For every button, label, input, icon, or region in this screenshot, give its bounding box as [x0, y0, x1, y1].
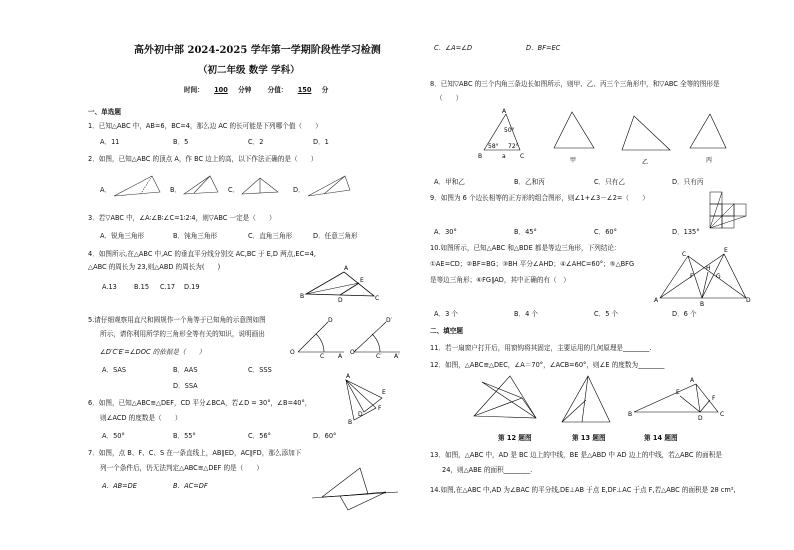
- q3-option-d: D．任意三角形: [313, 232, 358, 240]
- q4-label-d: D: [338, 297, 343, 304]
- q4-label-b: B: [300, 293, 305, 300]
- q5-option-c: C．SSS: [248, 366, 272, 374]
- q10-label-f: F: [690, 273, 694, 280]
- q5-option-d: D．SSA: [173, 382, 198, 390]
- exam-title: 高外初中部 2024-2025 学年第一学期阶段性学习检测: [134, 45, 381, 56]
- time-label: 时间：: [184, 86, 204, 94]
- q8-caption-jia: 甲: [570, 157, 577, 164]
- q10-label-c: C: [682, 251, 687, 258]
- question-5-line1: 5.请仔细观察用直尺和圆规作一个角等于已知角的示意图如图: [88, 316, 266, 324]
- time-unit: 分钟: [238, 86, 252, 94]
- question-8-line2: （ ）: [436, 94, 463, 102]
- question-6-line1: 6．如图，已知△ABC≌△DEF，CD 平分∠BCA，若∠D = 30°，∠B=40°，: [88, 399, 312, 407]
- question-5-line2: 所示，请你利用所学的三角形全等有关的知识，说明画出: [100, 330, 265, 338]
- question-6-line2: 则∠ACD 的度数是（ ）: [100, 414, 182, 422]
- fig-caption-13: 第 13 题图: [572, 434, 606, 442]
- q8-label-50: 50°: [504, 127, 515, 134]
- exam-time-score: [184, 86, 328, 95]
- q10-option-c: C．5 个: [594, 310, 619, 318]
- q10-figure: [654, 247, 752, 308]
- question-7-line2: 列一个条件后，仍无法判定△ABC≌△DEF 的是（ ）: [100, 464, 264, 472]
- q9-option-b: B．45°: [514, 228, 537, 236]
- q9-figure: [708, 190, 748, 230]
- q6-label-f: F: [378, 405, 382, 412]
- q5-label-a: A: [338, 353, 343, 360]
- question-4-line1: 4．如图所示,在△ABC 中,AC 的垂直平分线分别交 AC,BC 于 E,D 两点,EC=4,: [88, 250, 316, 258]
- q2-option-b: B．: [170, 186, 182, 194]
- section-single-choice: 一、单选题: [88, 108, 121, 116]
- q14-label-d: D: [698, 415, 703, 422]
- question-8-line1: 8．已知▽ABC 的三个内角三条边长如图所示，则甲、乙、丙三个三角形中，和▽ABC 全等的图形是: [430, 80, 720, 88]
- question-13-line2: 24，则△ABE 的面积________.: [442, 466, 533, 474]
- q14-label-e: E: [676, 389, 680, 396]
- score-value: 150: [297, 86, 312, 94]
- q12-14-figures: [470, 372, 760, 432]
- q2-option-a: A．: [100, 186, 112, 194]
- q4-option-b: B.15: [134, 283, 150, 291]
- score-label: 分值：: [267, 86, 288, 94]
- q10-label-d: D: [746, 297, 751, 304]
- question-10-line3: 是等边三角形；⑥FG∥AD，其中正确的有（ ）: [430, 276, 570, 284]
- q5-label-c: C: [320, 353, 325, 360]
- left-column: [88, 0, 406, 550]
- q5-label-o: O: [290, 349, 295, 356]
- q4-label-e: E: [360, 277, 364, 284]
- q5-label-a2: A′: [394, 353, 400, 360]
- q8-option-c: C．只有乙: [594, 178, 625, 186]
- q9-option-a: A．30°: [434, 228, 457, 236]
- q3-option-b: B．钝角三角形: [173, 232, 218, 240]
- q5-label-d2: D′: [386, 317, 392, 324]
- question-7-line1: 7．如图，点 B、F、C、S 在一条直线上，AB∥ED，AC∥FD，那么添加下: [88, 449, 302, 457]
- q6-label-a: A: [346, 373, 351, 380]
- q6-option-d: D．60°: [313, 432, 337, 440]
- q9-option-c: C．60°: [594, 228, 617, 236]
- q10-label-b: B: [700, 301, 705, 308]
- q5-label-d: D: [328, 317, 333, 324]
- q4-option-d: D.19: [184, 283, 200, 291]
- section-fill-blank: 二、填空题: [430, 327, 463, 335]
- question-10-line1: 10.如图所示，已知△ABC 和△BDE 都是等边三角形，下列结论：: [430, 244, 621, 252]
- q8-figures: [476, 110, 756, 170]
- q5-figure: [290, 317, 404, 360]
- question-1: 1．已知△ABC 中，AB=6，BC=4，那么边 AC 的长可能是下列哪个值（ ）: [88, 122, 322, 130]
- q6-option-c: C．56°: [248, 432, 271, 440]
- right-column: [430, 0, 770, 550]
- q14-label-f: F: [712, 395, 716, 402]
- score-unit: 分: [321, 86, 329, 94]
- q6-label-e: E: [382, 389, 386, 396]
- q3-option-a: A．锐角三角形: [100, 232, 145, 240]
- q6-option-b: B．55°: [173, 432, 196, 440]
- question-9: 9．如图为 6 个边长相等的正方形的组合图形，则∠1+∠3－∠2=（ ）: [430, 194, 649, 202]
- q10-label-h: H: [706, 265, 711, 272]
- question-4-line2: △ABC 的周长为 23,则△ABD 的周长为( ): [88, 263, 221, 271]
- q5-option-b: B．AAS: [173, 366, 198, 374]
- q5-label-o2: O′: [350, 349, 357, 356]
- q8-label-a: A: [502, 108, 507, 115]
- q8-caption-bing: 丙: [706, 157, 713, 164]
- q6-option-a: A．50°: [102, 432, 125, 440]
- q2-option-d: D．: [293, 186, 305, 194]
- q4-label-a: A: [344, 265, 349, 272]
- q1-option-a: A．11: [100, 138, 120, 146]
- question-12: 12．如图，△ABC≌△DEC，∠A＝70°，∠ACB=60°，则∠E 的度数为________: [430, 361, 665, 369]
- q8-option-d: D．只有丙: [672, 178, 704, 186]
- q2-figures: [110, 172, 400, 202]
- q9-option-d: D．135°: [672, 228, 700, 236]
- fig-caption-14: 第 14 题图: [644, 434, 678, 442]
- question-10-line2: ①AE=CD；②BF=BG；③BH 平分∠AHD；④∠AHC=60°；⑤△BFG: [430, 260, 635, 268]
- question-3: 3．若▽ABC 中，∠A∶∠B∶∠C=1∶2∶4，则▽ABC 一定是（ ）: [88, 214, 276, 222]
- q8-caption-yi: 乙: [642, 159, 649, 166]
- q8-option-a: A．甲和乙: [434, 178, 465, 186]
- q14-label-a: A: [690, 377, 695, 384]
- q5-option-a: A．SAS: [102, 366, 127, 374]
- q8-label-58: 58°: [488, 143, 499, 150]
- q8-label-c: C: [520, 153, 525, 160]
- question-11: 11．若一扇窗户打开后，用窗钩将其固定，主要运用的几何原理是________.: [430, 344, 652, 352]
- q4-figure: [300, 265, 380, 304]
- q14-label-c: C: [720, 411, 725, 418]
- q14-label-b: B: [628, 411, 633, 418]
- q7-option-d: D．BF=EC: [526, 44, 561, 52]
- q10-option-d: D．6 个: [672, 310, 697, 318]
- q7-option-b: B．AC=DF: [173, 482, 208, 490]
- q7-figure: [310, 462, 400, 512]
- q4-label-c: C: [375, 295, 380, 302]
- q3-option-c: C．直角三角形: [248, 232, 293, 240]
- q1-option-b: B．5: [173, 138, 189, 146]
- q8-label-side-a: a: [502, 153, 506, 160]
- q7-option-c: C．∠A=∠D: [434, 44, 473, 52]
- q1-option-c: C．2: [248, 138, 264, 146]
- question-14: 14.如图,在△ABC 中,AD 为∠BAC 的平分线,DE⊥AB 于点 E,DF⊥AC 于点 F,若△ABC 的面积是 28 cm²,: [430, 486, 736, 494]
- q10-label-a: A: [654, 297, 659, 304]
- q8-label-b: B: [478, 153, 483, 160]
- q4-option-c: C.17: [160, 283, 176, 291]
- q10-option-a: A．3 个: [434, 310, 458, 318]
- fig-caption-12: 第 12 题图: [498, 434, 532, 442]
- q10-label-g: G: [716, 273, 721, 280]
- q8-label-72: 72°: [508, 143, 519, 150]
- time-value: 100: [214, 86, 228, 94]
- q8-option-b: B．乙和丙: [514, 178, 545, 186]
- question-5-line3: ∠D′C′E′=∠DOC 的依据是（ ）: [100, 348, 206, 356]
- q7-option-a: A．AB=DE: [102, 482, 137, 490]
- q6-label-b: B: [348, 419, 353, 426]
- q10-label-e: E: [724, 247, 728, 254]
- q1-option-d: D．1: [313, 138, 329, 146]
- exam-subtitle: （初二年级 数学 学科）: [198, 65, 300, 76]
- question-2: 2．如图，已知△ABC 的顶点 A，作 BC 边上的高，以下作法正确的是（ ）: [88, 155, 318, 163]
- question-13-line1: 13．如图，△ABC 中，AD 是 BC 边上的中线，BE 是△ABD 中 AD 边上的中线，若△ABC 的面积是: [430, 451, 722, 459]
- q2-option-c: C．: [228, 186, 240, 194]
- q6-label-d: D: [358, 411, 363, 418]
- q6-figure: [342, 374, 392, 424]
- q10-option-b: B．4 个: [514, 310, 539, 318]
- q4-option-a: A.13: [102, 283, 117, 291]
- q5-label-c2: C′: [376, 353, 382, 360]
